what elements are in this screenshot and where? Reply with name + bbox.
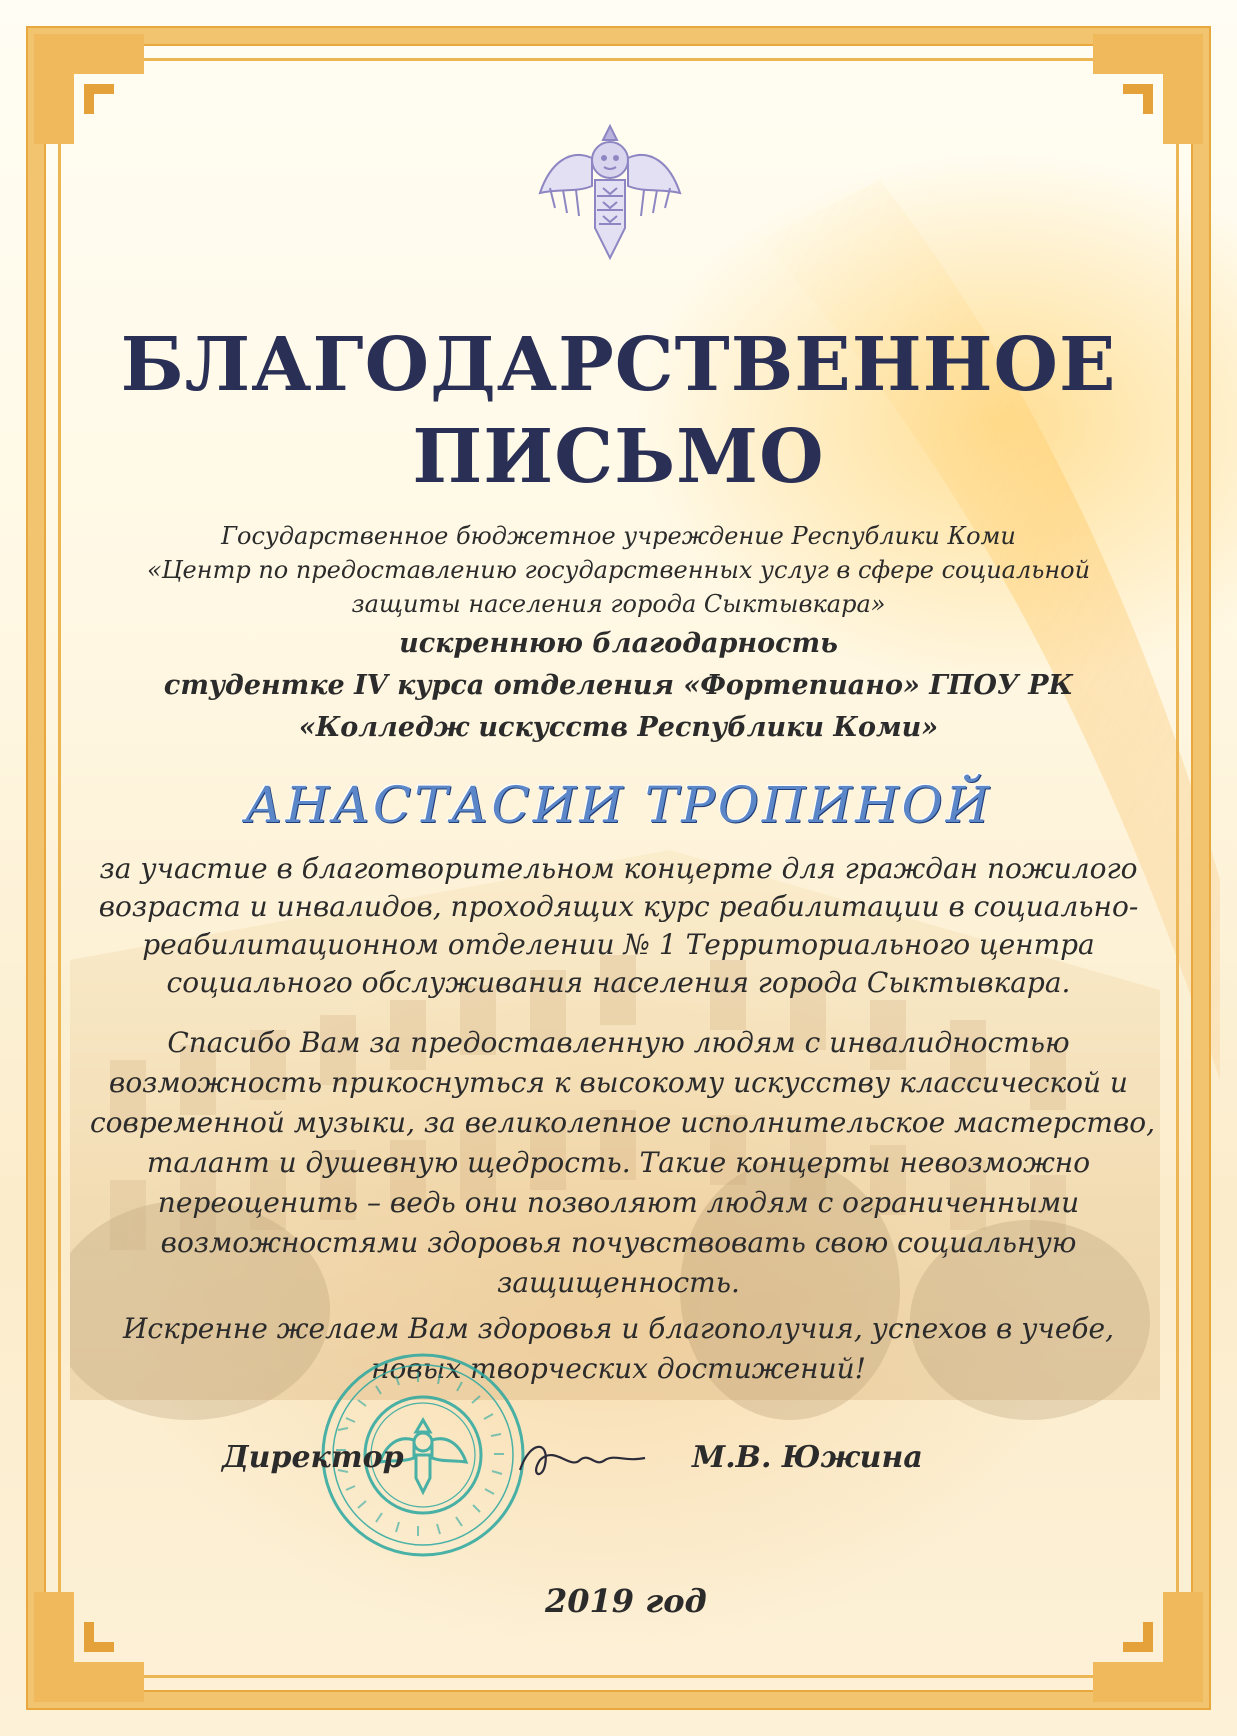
corner-ornament-top-right <box>1093 34 1203 144</box>
org-line: «Центр по предоставлению государственных услуг в сфере социальной <box>146 556 1091 584</box>
document-title-line2: ПИСЬМО <box>412 414 825 500</box>
corner-ornament-bottom-right <box>1093 1592 1203 1702</box>
document-title-line1: БЛАГОДАРСТВЕННОЕ <box>120 322 1117 408</box>
document-year: 2019 год <box>545 1582 707 1620</box>
body-line: защищенность. <box>497 1266 740 1299</box>
body-line: переоценить – ведь они позволяют людям с ограниченными <box>157 1186 1080 1219</box>
body-line: современной музыки, за великолепное исполнительское мастерство, <box>90 1106 1156 1139</box>
body-line: талант и душевную щедрость. Такие концерты невозможно <box>146 1146 1091 1179</box>
gratitude-line: студентке IV курса отделения «Фортепиано» ГПОУ РК <box>163 670 1074 701</box>
body-line: Спасибо Вам за предоставленную людям с инвалидностью <box>167 1026 1070 1059</box>
body-line: за участие в благотворительном концерте для граждан пожилого <box>99 852 1138 885</box>
signatory-role: Директор <box>222 1440 404 1475</box>
org-line: защиты населения города Сыктывкара» <box>351 590 886 618</box>
corner-ornament-top-left <box>34 34 144 144</box>
body-line: Искренне желаем Вам здоровья и благополучия, успехов в учебе, <box>123 1312 1114 1345</box>
corner-ornament-bottom-left <box>34 1592 144 1702</box>
body-line: возраста и инвалидов, проходящих курс реабилитации в социально- <box>98 890 1139 923</box>
recipient-name: АНАСТАСИИ ТРОПИНОЙ <box>244 776 993 834</box>
body-line: социального обслуживания населения города Сыктывкара. <box>166 966 1071 999</box>
signatory-name: М.В. Южина <box>692 1440 923 1475</box>
gratitude-line: «Колледж искусств Республики Коми» <box>298 712 939 743</box>
komi-emblem-icon <box>535 118 685 268</box>
body-line: реабилитационном отделении № 1 Территориального центра <box>142 928 1095 961</box>
org-line: Государственное бюджетное учреждение Республики Коми <box>221 522 1016 550</box>
body-line: новых творческих достижений! <box>371 1352 866 1385</box>
body-line: возможностями здоровья почувствовать свою социальную <box>160 1226 1077 1259</box>
gratitude-line: искреннюю благодарность <box>399 628 838 659</box>
handwritten-signature <box>510 1430 650 1490</box>
body-line: возможность прикоснуться к высокому искусству классической и <box>109 1066 1128 1099</box>
